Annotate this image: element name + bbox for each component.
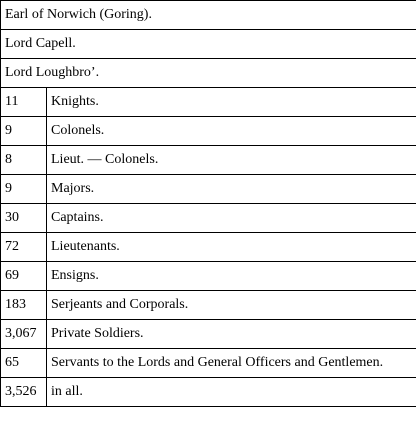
label-cell: in all. bbox=[47, 378, 416, 407]
table-row bbox=[1, 175, 416, 204]
table-row bbox=[1, 146, 416, 175]
count-cell: 8 bbox=[1, 146, 47, 175]
label-cell: Majors. bbox=[47, 175, 416, 204]
table-row bbox=[1, 233, 416, 262]
count-cell: 3,067 bbox=[1, 320, 47, 349]
table-row bbox=[1, 59, 416, 88]
table-row bbox=[1, 262, 416, 291]
table-row bbox=[1, 291, 416, 320]
label-cell: Private Soldiers. bbox=[47, 320, 416, 349]
table-row bbox=[1, 117, 416, 146]
label-cell: Lieutenants. bbox=[47, 233, 416, 262]
header-cell: Lord Loughbro’. bbox=[1, 59, 416, 88]
label-cell: Serjeants and Corporals. bbox=[47, 291, 416, 320]
label-cell: Lieut. — Colonels. bbox=[47, 146, 416, 175]
table-row bbox=[1, 378, 416, 407]
table-row bbox=[1, 204, 416, 233]
count-cell: 69 bbox=[1, 262, 47, 291]
header-cell: Lord Capell. bbox=[1, 30, 416, 59]
table-row bbox=[1, 30, 416, 59]
count-cell: 11 bbox=[1, 88, 47, 117]
label-cell: Servants to the Lords and General Officers and Gentlemen. bbox=[47, 349, 416, 378]
table-row bbox=[1, 1, 416, 30]
header-cell: Earl of Norwich (Goring). bbox=[1, 1, 416, 30]
table-row bbox=[1, 349, 416, 378]
label-cell: Ensigns. bbox=[47, 262, 416, 291]
count-cell: 9 bbox=[1, 175, 47, 204]
table-row bbox=[1, 88, 416, 117]
count-cell: 3,526 bbox=[1, 378, 47, 407]
label-cell: Knights. bbox=[47, 88, 416, 117]
count-cell: 65 bbox=[1, 349, 47, 378]
count-cell: 30 bbox=[1, 204, 47, 233]
label-cell: Colonels. bbox=[47, 117, 416, 146]
count-cell: 183 bbox=[1, 291, 47, 320]
label-cell: Captains. bbox=[47, 204, 416, 233]
table-row bbox=[1, 320, 416, 349]
count-cell: 72 bbox=[1, 233, 47, 262]
count-cell: 9 bbox=[1, 117, 47, 146]
